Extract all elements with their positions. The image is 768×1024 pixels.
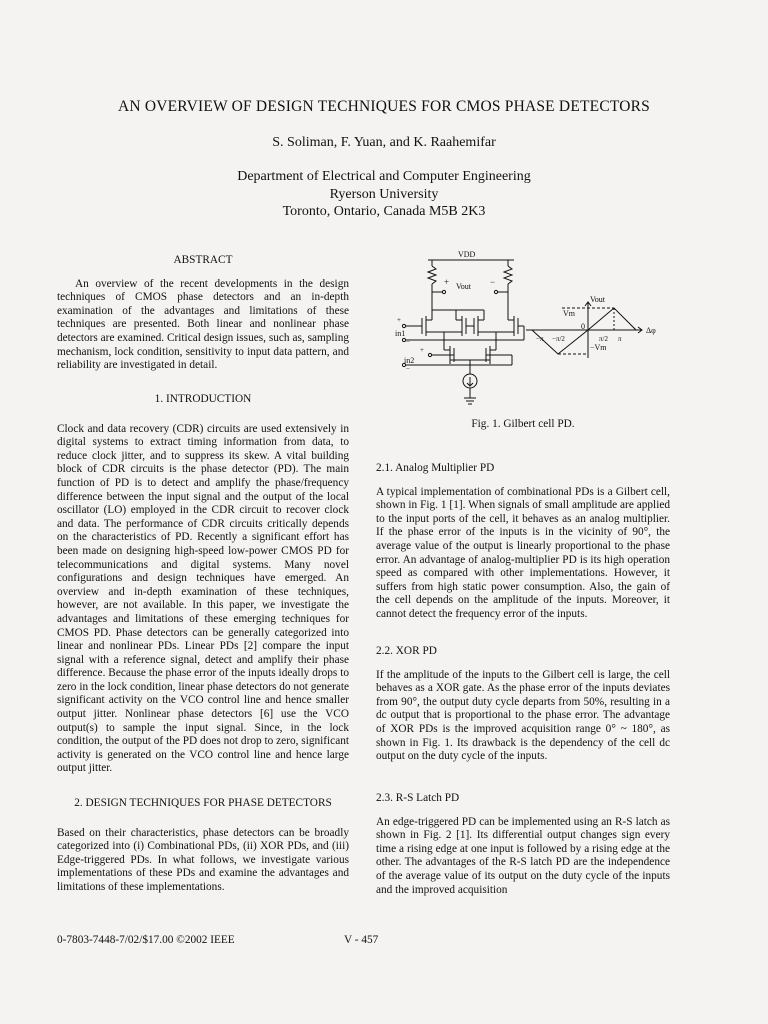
plot-vout-label: Vout [590, 295, 605, 304]
in2-label: in2 [404, 356, 415, 365]
plot-delta-phi-label: Δφ [646, 326, 656, 335]
plot-characteristic-curve [532, 308, 636, 354]
plot-zero-label: 0 [581, 322, 585, 331]
section-2-1 [376, 462, 670, 622]
abstract-text: An overview of the recent developments in the design techniques of CMOS phase detectors and an in-depth examination of the advantages and limitations of these techniques are presented. Both linear and nonlinear phase detectors are examined. Critical design issues, such as, sampling mechanism, lock condition, sensitivity to input data pattern, and reliability are investigated in detail. [57, 277, 349, 372]
vout-label: Vout [456, 282, 471, 291]
in2-plus-label: + [420, 346, 424, 354]
right-load-resistor [504, 266, 512, 284]
left-load-resistor [428, 266, 436, 284]
section-2-2-text: If the amplitude of the inputs to the Gilbert cell is large, the cell behaves as a XOR gate. As the phase error of the inputs deviates from 90°, the output duty cycle departs from 50%, resulting in a dc output that is proportional to the phase error. The advantage of XOR PDs is the improved acquisition range 0° ~ 180°, as shown in Fig. 1. Its drawback is the dependency of the cell dc output on the duty cycle of the inputs. [376, 668, 670, 763]
plot-neg-vm-label: −Vm [590, 343, 607, 352]
section-2-1-heading: 2.1. Analog Multiplier PD [376, 462, 495, 474]
introduction-section [57, 393, 349, 776]
plot-half-pi-label: π/2 [599, 335, 608, 343]
vdd-label: VDD [458, 250, 476, 259]
plot-vm-label: Vm [563, 309, 575, 318]
section-2 [57, 797, 349, 895]
affiliation-department: Department of Electrical and Computer Engineering [237, 169, 531, 184]
affiliation-university: Ryerson University [329, 186, 439, 202]
section-2-3-text: An edge-triggered PD can be implemented using an R-S latch as shown in Fig. 2 [1]. Its differential output changes sign every time a rising edge at one input is followed by a rising edge at the other. The advantages of the R-S latch PD are the independence of the average value of its output on the duty cycle of the inputs and the improved acquisition [376, 815, 670, 896]
abstract-section [57, 254, 349, 373]
in1-plus-label: + [397, 316, 401, 324]
introduction-heading: 1. INTRODUCTION [154, 393, 252, 405]
section-2-2-heading: 2.2. XOR PD [376, 645, 437, 657]
vout-minus-label: − [490, 277, 496, 287]
abstract-heading: ABSTRACT [173, 254, 233, 266]
section-2-2 [376, 645, 670, 764]
plot-neg-half-pi-label: −π/2 [552, 335, 565, 343]
section-2-1-text: A typical implementation of combinational PDs is a Gilbert cell, shown in Fig. 1 [1]. When signals of small amplitude are applied to the input ports of the cell, it behaves as an analog multiplier. If the phase error of the inputs is in the vicinity of 90°, the average value of the output is linearly proportional to the phase error. An advantage of analog-multiplier PD is its high operation speed as compared with other implementations. However, it suffers from high static power consumption. Also, the gain of the cell depends on the amplitude of the inputs. Moreover, it cannot detect the frequency error of the inputs. [376, 485, 670, 620]
plot-neg-pi-label: −π [536, 335, 544, 343]
section-2-text: Based on their characteristics, phase detectors can be broadly categorized into (i) Combinational PDs, (ii) XOR PDs, and (iii) Edge-triggered PDs. In what follows, we investigate various implementations of these PDs and examine the advantages and limitations of these implementations. [57, 826, 349, 893]
plot-pi-label: π [618, 335, 622, 343]
footer-copyright: 0-7803-7448-7/02/$17.00 ©2002 IEEE [57, 934, 235, 946]
in1-minus-label: − [406, 338, 410, 346]
affiliation-block [0, 168, 768, 221]
footer-page-number: V - 457 [344, 934, 379, 946]
in1-label: in1 [395, 329, 406, 338]
section-2-3-heading: 2.3. R-S Latch PD [376, 792, 460, 804]
in2-minus-label: − [406, 365, 410, 373]
affiliation-address: Toronto, Ontario, Canada M5B 2K3 [282, 204, 486, 219]
paper-authors: S. Soliman, F. Yuan, and K. Raahemifar [272, 135, 496, 150]
paper-title: AN OVERVIEW OF DESIGN TECHNIQUES FOR CMOS PHASE DETECTORS [117, 98, 651, 115]
section-2-heading: 2. DESIGN TECHNIQUES FOR PHASE DETECTORS [74, 797, 332, 809]
figure-1-caption: Fig. 1. Gilbert cell PD. [471, 418, 575, 430]
introduction-text: Clock and data recovery (CDR) circuits are used extensively in digital systems to extract timing information from data, to reduce clock jitter, and to suppress its skew. A vital building block of CDR circuits is the phase detector (PD). The main function of PD is to detect and amplify the phase/frequency difference between the input signal and the output of the local oscillator (LO) employed in the CDR circuit to recover clock and data. The performance of CDR circuits critically depends on the characteristics of PD. Recently a significant effort has been made on designing high-speed low-power CMOS PD for telecommunications and digital systems. Many novel configurations and design techniques have emerged. An overview and in-depth examination of these techniques, however, are not available. In this paper, we investigate the advantages and limitations of these emerging techniques for CMOS PD. Phase detectors can be generally categorized into linear and nonlinear PDs. Linear PDs [2] compare the input signal with a reference signal, detect and amplify their phase difference. Because the phase error of the inputs ideally drops to zero in the lock condition, linear phase detectors do not generate significant activity on the VCO control line and hence smaller output jitter. Nonlinear phase detectors [6] use the VCO output(s) to sample the input signal. Since, in the lock condition, the output of the PD does not drop to zero, significant activity is generated on the VCO control line and hence large output jitter. [57, 422, 349, 775]
vout-plus-label: + [444, 277, 450, 287]
figure-1-gilbert-cell [392, 250, 682, 410]
section-2-3 [376, 792, 670, 897]
